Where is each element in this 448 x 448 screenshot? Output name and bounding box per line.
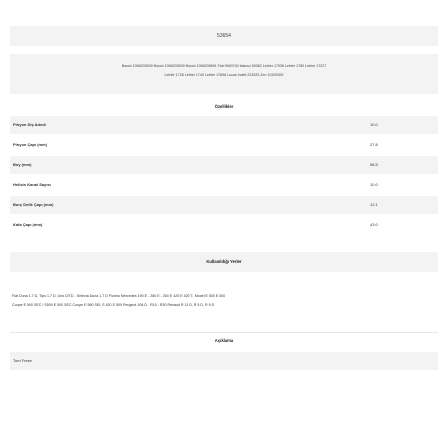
- spec-label: Burç Delik Çapı (mm): [13, 202, 54, 207]
- oem-numbers: [10, 54, 438, 94]
- product-code: 53654: [217, 33, 231, 39]
- usage-line-2: Coupe E 500 SEC / S500 E 500 SEC Coupe E 560 SEL S 420 S 500 Peugeot 106 D - R10 - R30 Renault R 11 D, R 5 D, R 9 D: [12, 303, 215, 307]
- oem-line-1: Bosch 1006209539 Bosch 1006209539 Bosch 1006209691 Fiat 9940740 Italcoci 50062 Letrier 17038 Letrier 1780 Letrier 17227: [121, 64, 327, 68]
- usage-title: Kullanıldığı Yerler: [206, 259, 242, 264]
- spec-label: Kafa Çapı (mm): [13, 222, 43, 227]
- oem-line-2: Letrier 1728 Letrier 1740 Letrier 17698 Lucas Indiel 222525 Zen 10109300: [164, 73, 284, 77]
- specs-title: Özellikler: [214, 104, 234, 109]
- spec-value: 10.0: [370, 122, 378, 127]
- spec-row-teeth: [10, 116, 438, 134]
- spec-label: Pinyon Diş Adedi: [13, 122, 46, 127]
- spec-row-pinion-diameter: [10, 136, 438, 154]
- spec-label: Pinyon Çapı (mm): [13, 142, 48, 147]
- spec-row-length: [10, 156, 438, 174]
- spec-row-bushing-diameter: [10, 196, 438, 214]
- spec-value: 43.0: [370, 222, 378, 227]
- spec-value: 10.0: [370, 182, 378, 187]
- spec-label: Helisin Kanal Sayısı: [13, 182, 51, 187]
- spec-label: Boy (mm): [13, 162, 32, 167]
- usage-text: [10, 284, 438, 324]
- spec-value: 27.8: [370, 142, 378, 147]
- spec-row-head-diameter: [10, 216, 438, 234]
- description-label: Tom Freze: [13, 358, 32, 363]
- usage-line-1: Fiat Duna 1.7 D, Tipo 1.7 D, Uno D/TD - Selecta Duna 1.7 D Florino Mercedes 190 E - 260 E - 300 E 420 E 420 T- Model E 500 E 500: [12, 294, 226, 298]
- description-row: [10, 352, 438, 370]
- spec-value: 58.5: [370, 162, 378, 167]
- spec-value: 12.1: [370, 202, 378, 207]
- spec-row-helix-channels: [10, 176, 438, 194]
- description-title: Açıklama: [214, 338, 234, 343]
- divider: [10, 332, 438, 333]
